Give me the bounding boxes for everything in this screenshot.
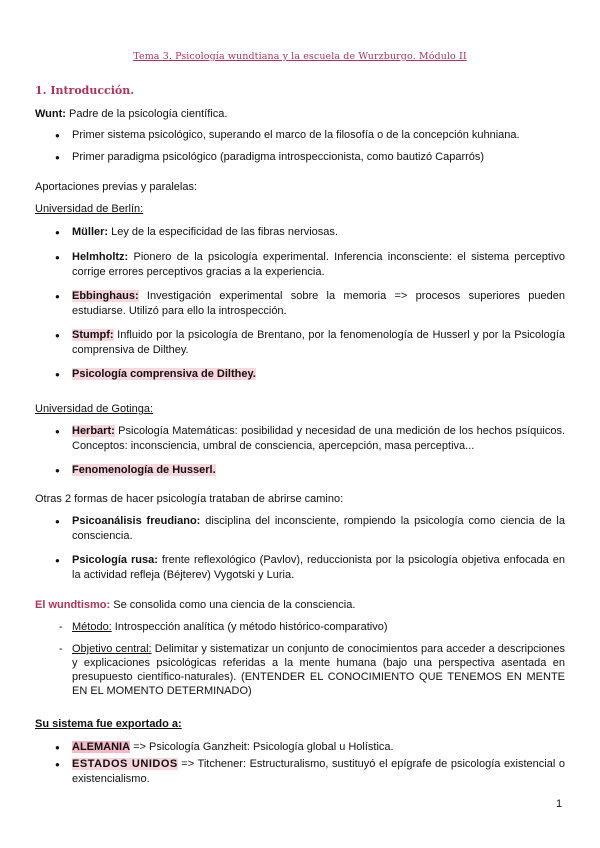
list-item xyxy=(35,328,565,358)
item-term: Helmholtz: xyxy=(72,251,129,263)
wundtismo-text: Se consolida como una ciencia de la consciencia. xyxy=(110,599,356,611)
item-term: Psicología comprensiva de Dilthey. xyxy=(72,368,256,380)
item-term: Herbart: xyxy=(72,425,115,437)
item-term: Método: xyxy=(72,621,112,633)
section-heading-introduccion: 1. Introducción. xyxy=(35,84,135,97)
item-term: Psicología rusa: xyxy=(72,554,158,566)
list-item xyxy=(35,250,565,280)
gotinga-heading: Universidad de Gotinga: xyxy=(35,403,154,415)
list-item xyxy=(35,757,565,787)
berlin-list xyxy=(35,225,565,382)
wundtismo-term: El wundtismo: xyxy=(35,599,111,611)
wundtismo-paragraph xyxy=(35,598,355,613)
wunt-text: Padre de la psicología científica. xyxy=(65,108,228,120)
list-item xyxy=(35,289,565,319)
wundtismo-list xyxy=(35,620,565,698)
list-item xyxy=(35,514,565,544)
item-term: Müller: xyxy=(72,226,109,238)
page-number: 1 xyxy=(556,798,563,810)
item-term: Psicoanálisis freudiano: xyxy=(72,515,201,527)
aportaciones-text: Aportaciones previas y paralelas: xyxy=(35,181,198,193)
item-term: Objetivo central: xyxy=(72,643,152,655)
list-item xyxy=(35,424,565,454)
item-text: Introspección analítica (y método histórico-comparativo) xyxy=(111,621,388,633)
list-item xyxy=(35,620,565,634)
item-text: frente reflexológico (Pavlov), reduccionista por la psicología objetiva enfocada en la actividad refleja (Béjterev) Vygotski y Luria. xyxy=(72,554,566,581)
item-text: disciplina del inconsciente, rompiendo la psicología como ciencia de la consciencia. xyxy=(72,515,565,542)
exportado-heading: Su sistema fue exportado a: xyxy=(35,718,182,730)
otras-list xyxy=(35,514,565,583)
item-term: Stumpf: xyxy=(72,329,114,341)
gotinga-list xyxy=(35,424,565,478)
item-text: Investigación experimental sobre la memoria => procesos superiores pueden estudiarse. Utilizó para ello la introspección. xyxy=(72,290,565,317)
otras-text: Otras 2 formas de hacer psicología trataban de abrirse camino: xyxy=(35,493,344,505)
item-text: => Titchener: Estructuralismo, sustituyó el epígrafe de psicología existencial o existencialismo. xyxy=(72,758,565,785)
berlin-heading: Universidad de Berlín: xyxy=(35,203,144,215)
exportado-list xyxy=(35,740,565,787)
item-text: Delimitar y sistematizar un conjunto de conocimientos para acceder a descripciones y explicaciones psicológicas referidas a la mente humana (bajo una perspectiva asentada en presupuesto científico-naturales). (ENTENDER EL CONOCIMIENTO QUE TENEMOS EN MENTE EN EL MOMENTO DETERMINADO) xyxy=(72,643,565,697)
list-item xyxy=(35,225,565,240)
item-text: Ley de la especificidad de las fibras nerviosas. xyxy=(108,226,338,238)
item-text: Pionero de la psicología experimental. Inferencia inconsciente: el sistema perceptivo corrige errores perceptivos gracias a la experiencia. xyxy=(72,251,565,278)
list-item: ● Primer paradigma psicológico (paradigma introspeccionista, como bautizó Caparrós) xyxy=(35,150,565,165)
item-text: Influido por la psicología de Brentano, por la fenomenología de Husserl y por la Psicología comprensiva de Dilthey. xyxy=(72,329,565,356)
list-item xyxy=(35,553,565,583)
list-item xyxy=(35,642,565,698)
item-term: Ebbinghaus: xyxy=(72,290,139,302)
list-item: ● Primer sistema psicológico, superando el marco de la filosofía o de la concepción kuhniana. xyxy=(35,128,565,143)
wunt-paragraph xyxy=(35,107,227,122)
item-term: ALEMANIA xyxy=(72,741,131,753)
item-text: Psicología Matemáticas: posibilidad y necesidad de una medición de los hechos psíquicos. Conceptos: inconsciencia, umbral de consciencia, apercepción, masa perceptiva... xyxy=(72,425,565,452)
item-term: ESTADOS UNIDOS xyxy=(72,758,178,770)
wunt-term: Wunt: xyxy=(35,108,66,120)
list-item xyxy=(35,367,565,382)
item-term: Fenomenología de Husserl. xyxy=(72,464,216,476)
wunt-list xyxy=(35,128,565,165)
item-text: => Psicología Ganzheit: Psicología global u Holística. xyxy=(130,741,394,753)
list-item xyxy=(35,740,565,755)
list-item xyxy=(35,463,565,478)
document-title: Tema 3. Psicología wundtiana y la escuela de Wurzburgo. Módulo II xyxy=(133,51,467,62)
